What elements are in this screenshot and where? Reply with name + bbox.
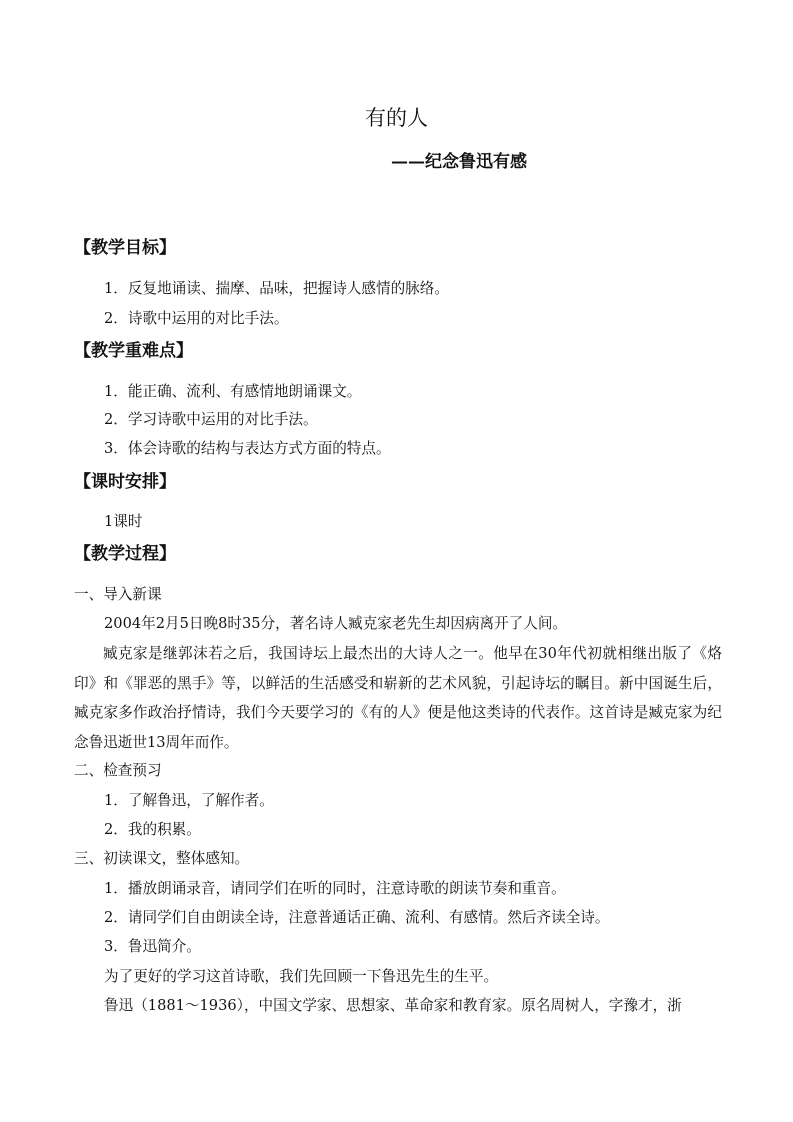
difficulty-item: 3．体会诗歌的结构与表达方式方面的特点。	[104, 440, 391, 457]
doc-title: 有的人	[365, 106, 428, 130]
list-item: 2．请同学们自由朗读全诗，注意普通话正确、流利、有感情。然后齐读全诗。	[104, 909, 610, 926]
section-title: 一、导入新课	[74, 586, 162, 603]
goals-heading: 【教学目标】	[74, 238, 176, 258]
goal-item: 1．反复地诵读、揣摩、品味，把握诗人感情的脉络。	[104, 280, 449, 297]
list-item: 1．播放朗诵录音，请同学们在听的同时，注意诗歌的朗读节奏和重音。	[104, 880, 566, 897]
paragraph: 鲁迅（1881～1936），中国文学家、思想家、革命家和教育家。原名周树人，字豫才，浙	[104, 997, 682, 1014]
schedule-heading: 【课时安排】	[74, 472, 176, 492]
list-item: 1．了解鲁迅，了解作者。	[104, 792, 274, 809]
list-item: 3．鲁迅简介。	[104, 938, 201, 955]
difficulty-heading: 【教学重难点】	[74, 341, 193, 361]
paragraph: 臧克家是继郭沫若之后，我国诗坛上最杰出的大诗人之一。他早在30年代初就相继出版了《烙印》和《罪恶的黑手》等，以鲜活的生活感受和崭新的艺术风貌，引起诗坛的瞩目。新中国诞生后，臧克家多作政治抒情诗，我们今天要学习的《有的人》便是他这类诗的代表作。这首诗是臧克家为纪念鲁迅逝世13周年而作。	[74, 645, 722, 752]
section-title: 三、初读课文，整体感知。	[74, 850, 250, 867]
paragraph: 为了更好的学习这首诗歌，我们先回顾一下鲁迅先生的生平。	[104, 968, 499, 985]
difficulty-item: 1．能正确、流利、有感情地朗诵课文。	[104, 383, 362, 400]
list-item: 2．我的积累。	[104, 821, 201, 838]
goal-item: 2．诗歌中运用的对比手法。	[104, 310, 289, 327]
paragraph: 2004年2月5日晚8时35分，著名诗人臧克家老先生却因病离开了人间。	[104, 615, 568, 632]
process-heading: 【教学过程】	[74, 544, 176, 564]
section-title: 二、检查预习	[74, 762, 162, 779]
difficulty-item: 2．学习诗歌中运用的对比手法。	[104, 411, 318, 428]
doc-subtitle: ——纪念鲁迅有感	[391, 152, 527, 172]
schedule-text: 1课时	[104, 513, 143, 530]
